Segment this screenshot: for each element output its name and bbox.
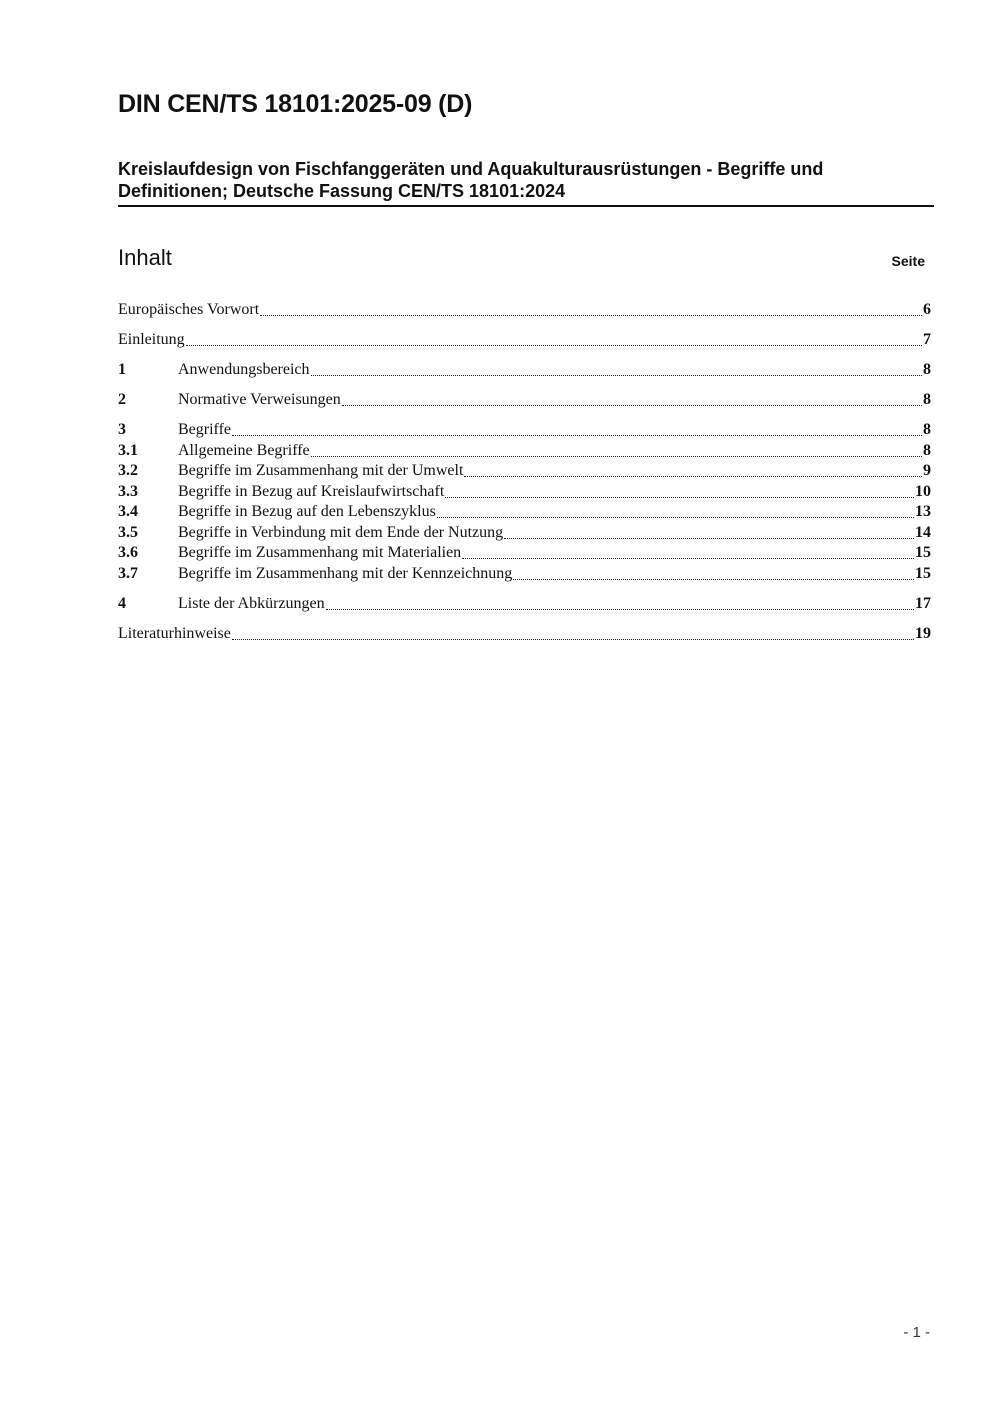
toc-dot-leader: [445, 485, 914, 498]
toc-entry-page: 8: [923, 391, 931, 408]
toc-entry-title: Allgemeine Begriffe: [178, 441, 310, 459]
toc-entry-title: Liste der Abkürzungen: [178, 594, 325, 612]
toc-entry-einleitung[interactable]: [118, 330, 931, 351]
toc-entry-3-2[interactable]: [118, 461, 931, 482]
toc-entry-title: Begriffe im Zusammenhang mit der Kennzeichnung: [178, 564, 513, 582]
toc-dot-leader: [232, 423, 922, 436]
toc-entry-3-4[interactable]: [118, 502, 931, 523]
toc-entry-title: Normative Verweisungen: [178, 391, 341, 408]
document-title: Kreislaufdesign von Fischfanggeräten und Aquakulturausrüstungen - Begriffe und Definitionen; Deutsche Fassung CEN/TS 18101:2024: [118, 159, 824, 201]
toc-entry-3-3[interactable]: [118, 482, 931, 503]
table-of-contents: [118, 300, 931, 644]
toc-entry-number: 1: [118, 361, 126, 378]
toc-entry-page: 8: [923, 361, 931, 378]
toc-entry-title: Begriffe im Zusammenhang mit Materialien: [178, 544, 462, 561]
toc-entry-3-6[interactable]: [118, 543, 931, 564]
toc-entry-page: 17: [915, 594, 931, 612]
toc-dot-leader: [326, 597, 914, 610]
toc-entry-vorwort[interactable]: [118, 300, 931, 321]
toc-entry-page: 15: [915, 544, 931, 561]
toc-entry-page: 10: [915, 482, 931, 500]
toc-entry-number: 3.3: [118, 482, 138, 500]
toc-dot-leader: [504, 526, 914, 539]
toc-entry-3-1[interactable]: [118, 441, 931, 462]
title-divider: [118, 205, 934, 207]
toc-entry-number: 3.7: [118, 564, 138, 582]
toc-entry-title: Begriffe im Zusammenhang mit der Umwelt: [178, 462, 464, 479]
toc-entry-3-7[interactable]: [118, 564, 931, 585]
toc-entry-page: 6: [923, 301, 931, 318]
toc-dot-leader: [513, 567, 914, 580]
toc-entry-page: 8: [923, 441, 931, 459]
toc-entry-page: 13: [915, 503, 931, 520]
toc-dot-leader: [464, 464, 922, 477]
toc-entry-4[interactable]: [118, 594, 931, 615]
toc-entry-title: Anwendungsbereich: [178, 361, 310, 378]
toc-dot-leader: [437, 505, 914, 518]
toc-dot-leader: [311, 363, 922, 376]
toc-entry-number: 3.2: [118, 462, 138, 479]
toc-entry-number: 2: [118, 391, 126, 408]
toc-entry-page: 19: [915, 624, 931, 642]
toc-entry-number: 4: [118, 594, 126, 612]
toc-entry-3-5[interactable]: [118, 523, 931, 544]
toc-entry-title: Begriffe: [178, 421, 232, 438]
toc-dot-leader: [260, 303, 922, 316]
toc-entry-number: 3.5: [118, 523, 138, 541]
document-id: DIN CEN/TS 18101:2025-09 (D): [118, 90, 473, 118]
toc-entry-3[interactable]: [118, 420, 931, 441]
toc-dot-leader: [232, 627, 914, 640]
toc-entry-title: Begriffe in Bezug auf Kreislaufwirtschaft: [178, 482, 445, 500]
toc-heading: Inhalt: [118, 245, 172, 270]
toc-dot-leader: [186, 333, 922, 346]
toc-entry-title: Einleitung: [118, 331, 185, 348]
toc-entry-page: 8: [923, 421, 931, 438]
toc-dot-leader: [342, 393, 922, 406]
toc-entry-title: Europäisches Vorwort: [118, 301, 260, 318]
toc-entry-title: Begriffe in Verbindung mit dem Ende der Nutzung: [178, 523, 504, 541]
toc-entry-number: 3.1: [118, 441, 138, 459]
toc-entry-title: Begriffe in Bezug auf den Lebenszyklus: [178, 503, 436, 520]
toc-dot-leader: [311, 444, 922, 457]
toc-entry-2[interactable]: [118, 390, 931, 411]
toc-entry-number: 3.4: [118, 503, 138, 520]
toc-entry-page: 14: [915, 523, 931, 541]
toc-dot-leader: [462, 546, 914, 559]
toc-entry-title: Literaturhinweise: [118, 624, 231, 642]
toc-entry-page: 15: [915, 564, 931, 582]
toc-entry-number: 3.6: [118, 544, 138, 561]
toc-entry-page: 9: [923, 462, 931, 479]
toc-entry-number: 3: [118, 421, 126, 438]
toc-entry-1[interactable]: [118, 360, 931, 381]
toc-page-column-label: Seite: [891, 253, 925, 269]
toc-entry-page: 7: [923, 331, 931, 348]
toc-entry-literaturhinweise[interactable]: [118, 624, 931, 645]
page-number: - 1 -: [903, 1324, 930, 1341]
